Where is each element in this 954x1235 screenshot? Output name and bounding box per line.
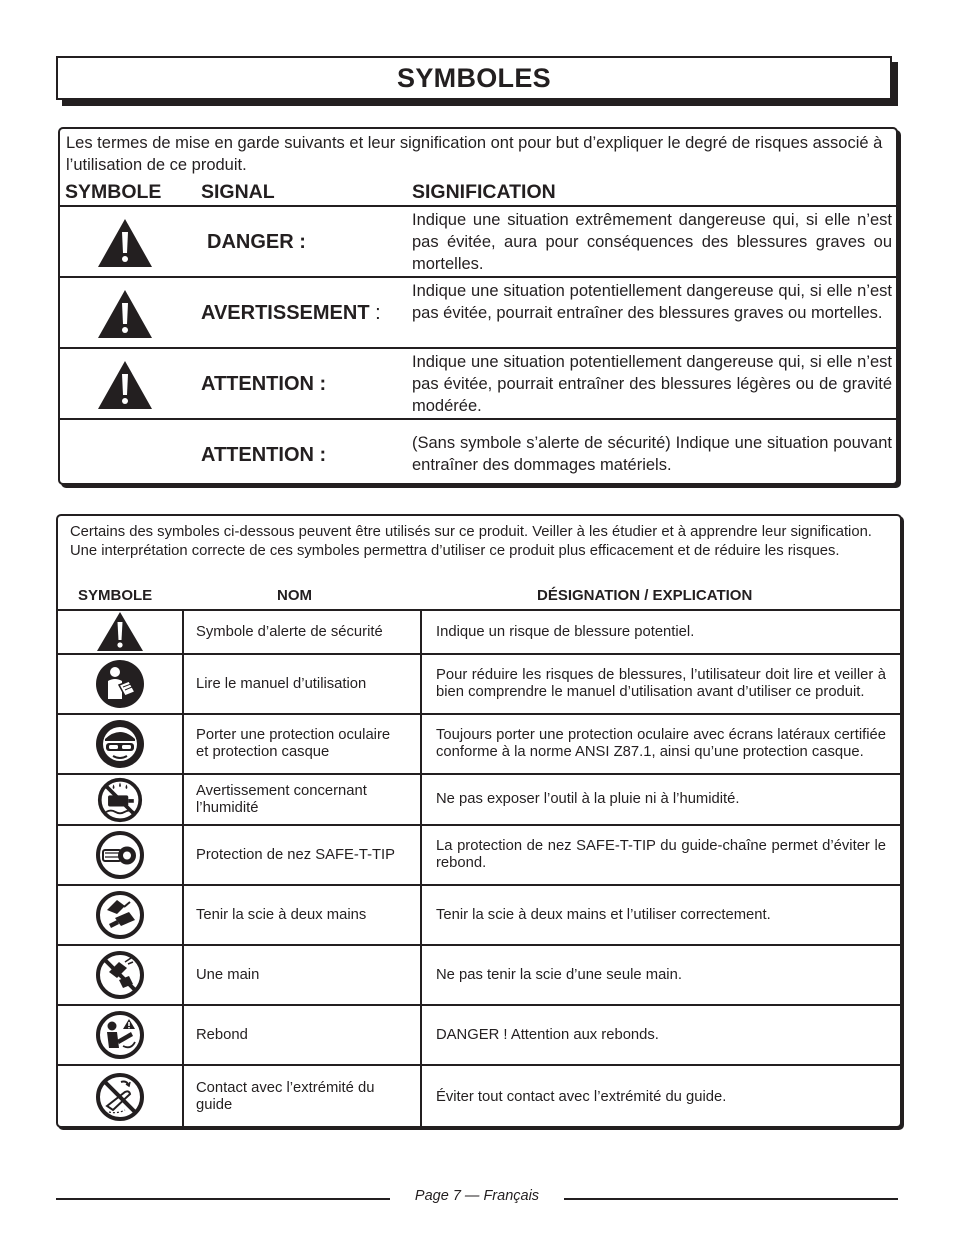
footer-rule-right — [564, 1198, 898, 1200]
eye-head-protection-icon — [95, 719, 145, 769]
header-symbol: SYMBOLE — [65, 181, 162, 203]
symbol-name: Lire le manuel d’utilisation — [196, 675, 367, 692]
read-manual-icon — [95, 659, 145, 709]
signal-row-warning — [60, 276, 896, 347]
symbol-name: Rebond — [196, 1026, 248, 1043]
symbols-intro: Certains des symboles ci-dessous peuvent être utilisés sur ce produit. Veiller à les étudier et à apprendre leur signification. Une interprétation correcte de ces symboles permettra d’utiliser ce produit plus efficacement et de réduire les risques. — [70, 524, 872, 559]
footer-rule-left — [56, 1198, 390, 1200]
symbol-name: Une main — [196, 966, 260, 983]
symbol-explanation: Ne pas exposer l’outil à la pluie ni à l’humidité. — [436, 791, 740, 807]
symbol-row — [58, 884, 900, 944]
safety-alert-icon — [95, 611, 145, 653]
symbol-explanation: Indique un risque de blessure potentiel. — [436, 623, 695, 640]
symbols-panel — [56, 514, 902, 1128]
signal-label: AVERTISSEMENT : — [201, 302, 381, 324]
symbol-explanation: Toujours porter une protection oculaire avec écrans latéraux certifiée conforme à la norme ANSI Z87.1, ainsi qu’une protection casque. — [436, 727, 886, 760]
symbol-explanation: Tenir la scie à deux mains et l’utiliser correctement. — [436, 906, 771, 923]
two-hands-icon — [95, 890, 145, 940]
signal-row-caution — [60, 347, 896, 418]
safe-t-tip-icon — [95, 830, 145, 880]
page-title: SYMBOLES — [397, 62, 551, 93]
header-meaning: SIGNIFICATION — [412, 181, 556, 203]
safety-alert-icon — [96, 288, 154, 340]
signal-intro: Les termes de mise en garde suivants et leur signification ont pour but d’expliquer le degré de risques associé à l’utilisation de ce produit. — [66, 134, 883, 174]
one-hand-prohibited-icon — [95, 950, 145, 1000]
signal-meaning: Indique une situation potentiellement dangereuse qui, si elle n’est pas évitée, pourrait entraîner des blessures légères ou de gravité modérée. — [412, 353, 892, 415]
header-signal: SIGNAL — [201, 181, 275, 203]
signal-meaning: Indique une situation extrêmement dangereuse qui, si elle n’est pas évitée, aura pour conséquences des blessures graves ou mortelles. — [412, 211, 892, 273]
symbol-name: Protection de nez SAFE-T-TIP — [196, 846, 396, 863]
wet-conditions-icon — [97, 777, 143, 823]
signal-row-notice — [60, 418, 896, 485]
symbol-name: Avertissement concernant l’humidité — [196, 782, 367, 816]
symbol-explanation: Ne pas tenir la scie d’une seule main. — [436, 966, 682, 983]
header-explanation: DÉSIGNATION / EXPLICATION — [537, 587, 753, 604]
signal-label: ATTENTION : — [201, 373, 327, 395]
safety-alert-icon — [96, 359, 154, 411]
symbol-name: Porter une protection oculaire et protection casque — [196, 727, 391, 760]
signal-label: DANGER : — [207, 231, 306, 253]
safety-alert-icon — [96, 217, 154, 269]
symbol-row — [58, 944, 900, 1004]
signal-meaning: (Sans symbole s’alerte de sécurité) Indique une situation pouvant entraîner des dommages matériels. — [412, 434, 892, 474]
symbol-row — [58, 1064, 900, 1128]
page-number: Page 7 — [414, 1188, 461, 1204]
symbol-name: Tenir la scie à deux mains — [196, 906, 367, 923]
symbol-name: Symbole d’alerte de sécurité — [196, 623, 383, 640]
page-footer — [392, 1188, 562, 1204]
signal-words-panel — [58, 127, 898, 485]
symbol-row — [58, 653, 900, 713]
symbol-row — [58, 1004, 900, 1064]
symbol-row — [58, 713, 900, 773]
signal-meaning: Indique une situation potentiellement dangereuse qui, si elle n’est pas évitée, pourrait entraîner des blessures graves ou mortelles. — [412, 282, 892, 322]
header-name: NOM — [277, 587, 312, 604]
symbol-explanation: Pour réduire les risques de blessures, l’utilisateur doit lire et veiller à bien comprendre le manuel d’utilisation avant d’utiliser ce produit. — [436, 667, 886, 700]
signal-row-danger — [60, 205, 896, 276]
symbol-explanation: Éviter tout contact avec l’extrémité du guide. — [436, 1088, 727, 1105]
symbol-explanation: DANGER ! Attention aux rebonds. — [436, 1026, 659, 1043]
symbol-row — [58, 824, 900, 884]
title-banner — [56, 56, 892, 100]
symbol-name: Contact avec l’extrémité du guide — [196, 1080, 375, 1113]
symbol-explanation: La protection de nez SAFE-T-TIP du guide-chaîne permet d’éviter le rebond. — [436, 838, 886, 871]
signal-label: ATTENTION : — [201, 444, 327, 466]
header-symbol: SYMBOLE — [78, 587, 153, 604]
footer-language: — Français — [464, 1188, 540, 1204]
symbol-row — [58, 773, 900, 824]
symbol-row — [58, 609, 900, 653]
kickback-icon — [95, 1010, 145, 1060]
tip-contact-prohibited-icon — [95, 1072, 145, 1122]
